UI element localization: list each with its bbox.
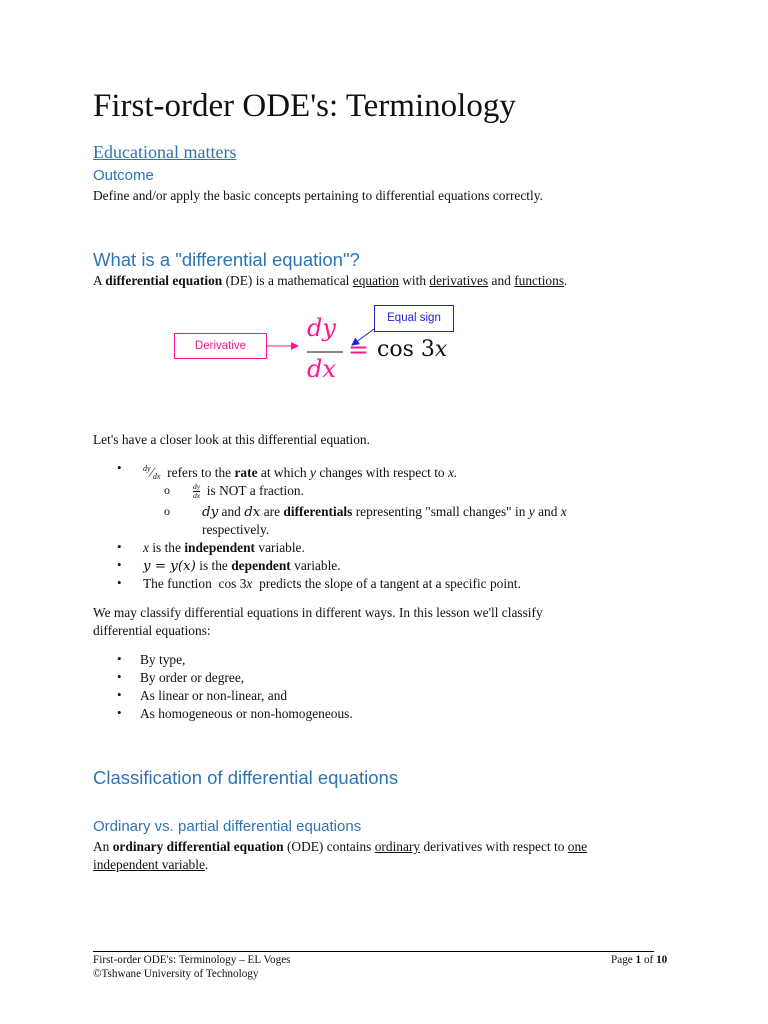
classify-item: As linear or non-linear, and — [140, 688, 288, 703]
bullet-dot: • — [117, 651, 122, 666]
sub-bullet-respectively: respectively. — [202, 522, 270, 537]
bullet-dot: • — [117, 539, 122, 554]
sub-bullet-circle: o — [164, 483, 170, 497]
eq-equal-sign: = — [348, 335, 369, 364]
derivative-callout: Derivative — [174, 333, 267, 359]
eq-denominator: dx — [307, 355, 336, 383]
what-is-de-heading: What is a "differential equation"? — [93, 249, 360, 270]
footer-copyright: ©Tshwane University of Technology — [93, 968, 259, 980]
page-title: First-order ODE's: Terminology — [93, 88, 516, 124]
classification-heading: Classification of differential equations — [93, 767, 399, 788]
bullet-dot: • — [117, 705, 122, 720]
bullet-dot: • — [117, 669, 122, 684]
classify-item: By type, — [140, 652, 186, 667]
educational-matters-heading: Educational matters — [93, 142, 237, 162]
classify-item: As homogeneous or non-homogeneous. — [140, 706, 353, 721]
sub-bullet-differentials: dy and dx are differentials representing "small changes" in y and x — [202, 504, 567, 520]
bullet-dot: • — [117, 557, 122, 572]
bullet-function-slope: The function cos 3x predicts the slope of a tangent at a specific point. — [143, 576, 521, 591]
outcome-heading: Outcome — [93, 167, 154, 184]
sub-bullet-circle: o — [164, 504, 170, 518]
bullet-dot: • — [117, 460, 122, 475]
outcome-text: Define and/or apply the basic concepts pertaining to differential equations correctly. — [93, 188, 543, 203]
bullet-dependent: y = y(x) is the dependent variable. — [143, 558, 341, 574]
ode-definition: An ordinary differential equation (ODE) contains ordinary derivatives with respect to one — [93, 839, 588, 854]
equal-sign-callout: Equal sign — [374, 305, 454, 332]
classify-intro-line1: We may classify differential equations in different ways. In this lesson we'll classify — [93, 605, 543, 620]
bullet-dot: • — [117, 575, 122, 590]
classify-item: By order or degree, — [140, 670, 245, 685]
eq-rhs: cos 3x — [377, 337, 448, 362]
footer-divider — [93, 951, 654, 952]
ordinary-vs-partial-heading: Ordinary vs. partial differential equations — [93, 818, 362, 835]
bullet-rate: $^{dy}$∕dx refers to the rate at which y changes with respect to x. — [143, 464, 458, 481]
de-definition: A differential equation (DE) is a mathematical equation with derivatives and functions. — [93, 273, 568, 288]
bullet-dot: • — [117, 687, 122, 702]
footer-page-number: Page 1 of 10 — [611, 954, 668, 966]
bullet-independent: x is the independent variable. — [143, 540, 305, 555]
ode-definition-line2: independent variable. — [93, 857, 209, 872]
classify-intro-line2: differential equations: — [93, 623, 211, 638]
sub-bullet-not-fraction: $\frac{dy}{dx}$ is NOT a fraction. — [193, 482, 304, 500]
eq-numerator: dy — [307, 314, 336, 342]
closer-look-intro: Let's have a closer look at this differential equation. — [93, 432, 370, 447]
footer-doc-title: First-order ODE's: Terminology – EL Voges — [93, 954, 291, 966]
